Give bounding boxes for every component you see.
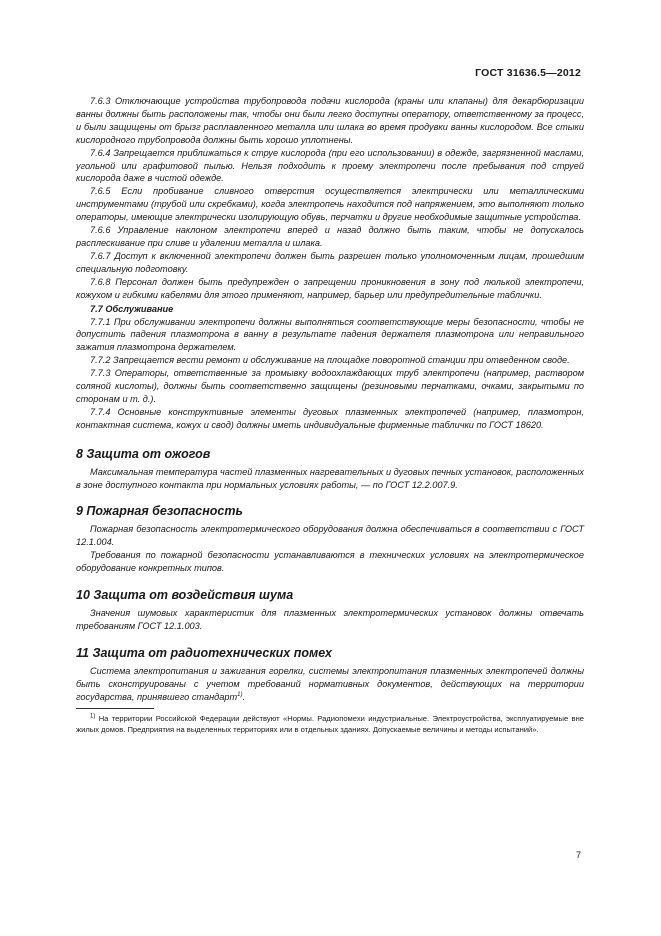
section-11-paragraph — [76, 665, 584, 704]
subsection-heading-7-7: 7.7 Обслуживание — [90, 303, 174, 314]
paragraph-7-6-6: 7.6.6 Управление наклоном электропечи вперед и назад должно быть таким, чтобы не допускалось расплескивание при сливе и удалении металла и шлака. — [76, 225, 584, 248]
section-heading-9: 9 Пожарная безопасность — [76, 504, 243, 519]
page-number: 7 — [575, 850, 581, 860]
paragraph-7-7-1: 7.7.1 При обслуживании электропечи должны выполняться соответствующие меры безопасности, чтобы не допустить падения плазмотрона в ванну в результате падения держателя плазмотрона или неправильного зажатия плазмотрона держателем. — [76, 316, 584, 353]
section-9 — [76, 503, 584, 575]
section-heading-11: 11 Защита от радиотехнических помех — [76, 645, 332, 660]
paragraph-7-7-4: 7.7.4 Основные конструктивные элементы дуговых плазменных электропечей (например, плазмотрон, контактная система, кожух и свод) должны иметь индивидуальные фирменные таблички по ГОСТ 18620. — [76, 406, 584, 430]
document-body — [76, 95, 584, 735]
paragraph-7-6-7: 7.6.7 Доступ к включенной электропечи должен быть разрешен только уполномоченным лицам, прошедшим специальную подготовку. — [76, 250, 584, 274]
footnote-text: На территории Российской Федерации действуют «Нормы. Радиопомехи индустриальные. Электроустройства, эксплуатируемые вне жилых домов. Предприятия на выделенных территориях или в отдельных зданиях. Допускаемые величины и методы испытаний». — [76, 713, 584, 734]
section-9-paragraph-2: Требования по пожарной безопасности устанавливаются в технических условиях на электротермическое оборудование конкретных типов. — [76, 550, 584, 574]
section-8 — [76, 446, 584, 492]
section-heading-8: 8 Защита от ожогов — [76, 446, 211, 461]
paragraph-7-7-2: 7.7.2 Запрещается вести ремонт и обслуживание на площадке поворотной станции при отведенном своде. — [90, 355, 570, 366]
section-8-paragraph: Максимальная температура частей плазменных нагревательных и дуговых печных установок, расположенных в зоне доступного контакта при нормальных условиях работы, — по ГОСТ 12.2.007.9. — [76, 466, 584, 490]
footnote — [76, 713, 584, 735]
paragraph-7-6-4: 7.6.4 Запрещается приближаться к струе кислорода (при его использовании) в одежде, загрязненной маслами, угольной или графитовой пылью. Нельзя подходить к проему электропечи после пребывания под струей кислорода даже в чистой одежде. — [76, 147, 584, 184]
section-11-suffix: . — [242, 691, 246, 702]
document-id-header: ГОСТ 31636.5—2012 — [475, 67, 581, 79]
footnote-marker: 1) — [90, 713, 96, 720]
section-10-paragraph: Значения шумовых характеристик для плазменных электротермических установок должны отвечать требованиям ГОСТ 12.1.003. — [76, 608, 584, 631]
paragraph-7-6-8: 7.6.8 Персонал должен быть предупрежден о запрещении проникновения в зону под люлькой электропечи, кожухом и гибкими кабелями для этого применяют, например, барьер или предупредительные таблички. — [76, 276, 584, 300]
section-10 — [76, 587, 584, 633]
section-9-paragraph-1: Пожарная безопасность электротермического оборудования должна обеспечиваться в соответствии с ГОСТ 12.1.004. — [76, 524, 584, 548]
paragraph-7-6-3: 7.6.3 Отключающие устройства трубопровода подачи кислорода (краны или клапаны) для декарбюризации ванны должны быть расположены так, чтобы они были легко доступны оператору, ответственному за процесс, и были защищены от брызг расплавленного металла или шлака во время продувки ванны кислородом. Все стыки кислородного трубопровода должны быть хорошо уплотнены. — [76, 96, 584, 145]
section-heading-10: 10 Защита от воздействия шума — [76, 588, 294, 603]
section-11 — [76, 645, 584, 704]
footnote-ref: 1) — [237, 691, 243, 698]
paragraph-7-6-5: 7.6.5 Если пробивание сливного отверстия осуществляется электрически или металлическими инструментами (трубой или скребками), когда электропечь находится под напряжением, это выполняют только операторы, имеющие электрически изолирующую обувь, перчатки и другие необходимые защитные устройства. — [76, 186, 584, 223]
footnote-divider — [76, 708, 154, 709]
paragraph-7-7-3: 7.7.3 Операторы, ответственные за промывку водоохлаждающих труб электропечи (например, раствором соляной кислоты), должны быть соответственно защищены (резиновыми перчатками, очками, закрытыми по сторонам и т. д.). — [76, 368, 584, 404]
section-11-text: Система электропитания и зажигания горелки, системы электропитания плазменных электропечей должны быть сконструированы с учетом требований нормативных документов, действующих на территории государства, принявшего стандарт — [76, 665, 584, 702]
